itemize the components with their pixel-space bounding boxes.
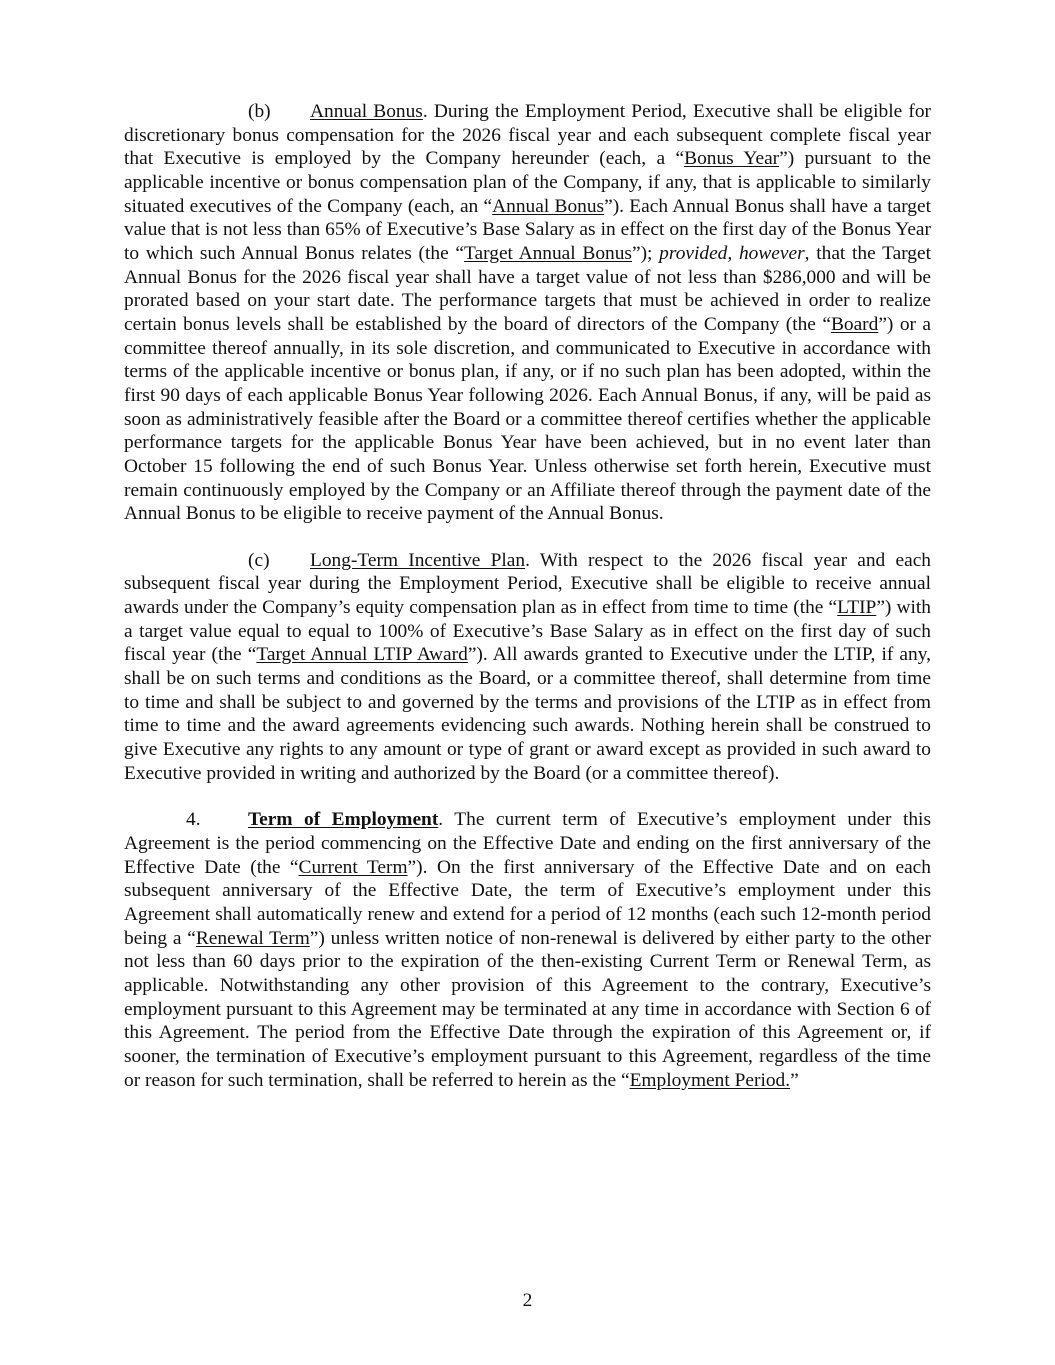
text-segment: ”) unless written notice of non-renewal is delivered by either party to the other not less than 60 days prior to the expiration of the then-existing Current Term or Renewal Term, as applicable. Notwithstanding any other provision of this Agreement to the contrary, Executive’s employment pursuant to this Agreement may be terminated at any time in accordance with Section 6 of this Agreement. The period from the Effective Date through the expiration of this Agreement or, if sooner, the termination of Executive’s employment pursuant to this Agreement, regardless of the time or reason for such termination, shall be referred to herein as the “: [124, 927, 931, 1091]
heading-term-of-employment: Term of Employment: [248, 809, 439, 831]
section-label-c: (c): [248, 549, 270, 571]
heading-long-term-incentive-plan: Long-Term Incentive Plan: [310, 549, 526, 571]
text-segment: , that the Target Annual Bonus for the 2026 fiscal year shall have a target value of not less than $286,000 and will be prorated based on your start date. The performance targets that must be achieved in order to realize certain bonus levels shall be established by the board of directors of the Company (the “: [124, 242, 931, 335]
text-segment: ”). Each Annual Bonus shall have a target value that is not less than 65% of Executive’s Base Salary as in effect on the first day of the Bonus Year to which such Annual Bonus relates (the “: [124, 195, 931, 264]
defined-term-ltip: LTIP: [837, 597, 877, 619]
defined-term-employment-period: Employment Period.: [629, 1069, 791, 1091]
defined-term-annual-bonus: Annual Bonus: [492, 195, 605, 217]
text-segment: ”: [790, 1069, 799, 1091]
text-segment: ”) pursuant to the applicable incentive or bonus compensation plan of the Company, if any, that is applicable to similarly situated executives of the Company (each, an “: [124, 148, 931, 217]
paragraph-term-of-employment: [124, 808, 931, 1092]
proviso-text: provided, however: [659, 242, 805, 264]
document-page: [124, 100, 931, 1092]
paragraph-annual-bonus: [124, 100, 931, 526]
paragraph-long-term-incentive-plan: [124, 549, 931, 786]
text-segment: ”). On the first anniversary of the Effective Date and on each subsequent anniversary of the Effective Date, the term of Executive’s employment under this Agreement shall automatically renew and extend for a period of 12 months (each such 12-month period being a “: [124, 856, 931, 949]
defined-term-board: Board: [830, 313, 879, 335]
defined-term-target-annual-bonus: Target Annual Bonus: [464, 242, 632, 264]
text-segment: ”). All awards granted to Executive under the LTIP, if any, shall be on such terms and conditions as the Board, or a committee thereof, shall determine from time to time and shall be subject to and governed by the terms and provisions of the LTIP as in effect from time to time and the award agreements evidencing such awards. Nothing herein shall be construed to give Executive any rights to any amount or type of grant or award except as provided in such award to Executive provided in writing and authorized by the Board (or a committee thereof).: [124, 644, 931, 784]
section-label-4: 4.: [186, 809, 201, 831]
text-segment: . The current term of Executive’s employment under this Agreement is the period commencing on the Effective Date and ending on the first anniversary of the Effective Date (the “: [124, 809, 931, 878]
text-segment: ”) or a committee thereof annually, in its sole discretion, and communicated to Executive in accordance with terms of the applicable incentive or bonus plan, if any, or if no such plan has been adopted, within the first 90 days of each applicable Bonus Year following 2026. Each Annual Bonus, if any, will be paid as soon as administratively feasible after the Board or a committee thereof certifies whether the applicable performance targets for the applicable Bonus Year have been achieved, but in no event later than October 15 following the end of such Bonus Year. Unless otherwise set forth herein, Executive must remain continuously employed by the Company or an Affiliate thereof through the payment date of the Annual Bonus to be eligible to receive payment of the Annual Bonus.: [124, 313, 931, 525]
text-segment: ”) with a target value equal to equal to 100% of Executive’s Base Salary as in effect on the first day of such fiscal year (the “: [124, 597, 931, 666]
page-number: 2: [522, 1290, 533, 1311]
section-label-b: (b): [248, 101, 271, 122]
defined-term-bonus-year: Bonus Year: [684, 148, 780, 170]
text-segment: . During the Employment Period, Executive shall be eligible for discretionary bonus compensation for the 2026 fiscal year and each subsequent complete fiscal year that Executive is employed by the Company hereunder (each, a “: [124, 101, 931, 170]
text-segment: . With respect to the 2026 fiscal year and each subsequent fiscal year during the Employment Period, Executive shall be eligible to receive annual awards under the Company’s equity compensation plan as in effect from time to time (the “: [124, 549, 931, 619]
heading-annual-bonus: Annual Bonus: [310, 101, 423, 122]
defined-term-target-annual-ltip-award: Target Annual LTIP Award: [256, 644, 468, 666]
defined-term-renewal-term: Renewal Term: [195, 927, 310, 949]
defined-term-current-term: Current Term: [298, 856, 408, 878]
text-segment: ”);: [631, 242, 660, 264]
